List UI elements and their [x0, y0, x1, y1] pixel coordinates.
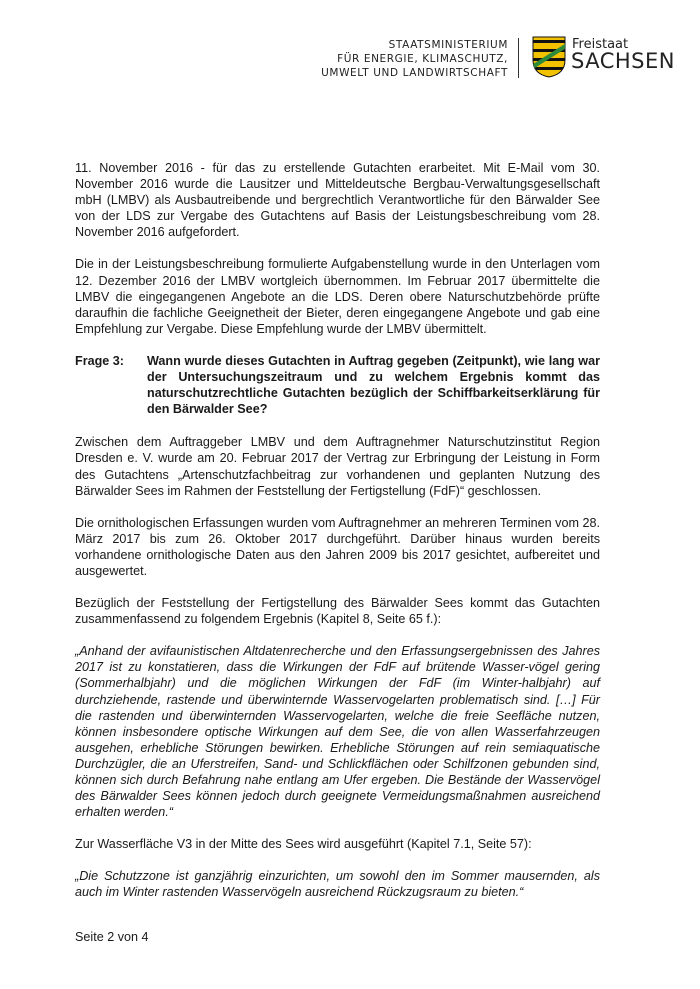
paragraph-2: Die in der Leistungsbeschreibung formulierte Aufgabenstellung wurde in den Unterlagen vom 12. Dezember 2016 der LMBV wortgleich übernommen. Im Februar 2017 übermittelte die LMBV die eingegangenen Angebote an die LDS. Deren obere Naturschutzbehörde prüfte daraufhin die fachliche Geeignetheit der Bieter, deren eingegangene Angebote und gab eine Empfehlung zur Vergabe. Diese Empfehlung wurde der LMBV übermittelt.	[75, 257, 600, 336]
ministry-line-3: UMWELT UND LANDWIRTSCHAFT	[321, 67, 508, 79]
question-3	[75, 353, 600, 417]
ministry-name	[321, 38, 508, 80]
question-text: Wann wurde dieses Gutachten in Auftrag gegeben (Zeitpunkt), wie lang war der Untersuchungszeitraum und zu welchem Ergebnis kommt das naturschutzrechtliche Gutachten bezüglich der Schiffbarkeitserklärung für den Bärwalder See?	[147, 353, 600, 417]
logo-freistaat: Freistaat	[572, 37, 629, 52]
quote-2: „Die Schutzzone ist ganzjährig einzurichten, um sowohl den im Sommer mausernden, als auch im Winter rastenden Wasservögeln ausreichend Rückzugsraum zu bieten.“	[75, 869, 600, 900]
paragraph-1: 11. November 2016 - für das zu erstellende Gutachten erarbeitet. Mit E-Mail vom 30. November 2016 wurde die Lausitzer und Mitteldeutsche Bergbau-Verwaltungsgesellschaft mbH (LMBV) als Ausbautreibende und bergrechtlich Verantwortliche für den Bärwalder See von der LDS zur Vergabe des Gutachtens auf Basis der Leistungsbeschreibung vom 28. November 2016 aufgefordert.	[75, 161, 600, 240]
saxony-coat-of-arms-icon	[532, 36, 566, 78]
page-number: Seite 2 von 4	[75, 930, 149, 944]
document-body	[75, 160, 600, 917]
quote-1: „Anhand der avifaunistischen Altdatenrecherche und den Erfassungsergebnissen des Jahres 2017 ist zu konstatieren, dass die Wirkungen der FdF auf brütende Wasser-vögel gering (Sommerhalbjahr) und die möglichen Wirkungen der FdF (im Winter-halbjahr) auf durchziehende, rastende und überwinternde Wasservogelarten problematisch sind. […] Für die rastenden und überwinternden Wasservogelarten, welche die freie Seefläche nutzen, können insbesondere optische Wirkungen auf dem See, die von allen Wasserfahrzeugen ausgehen, erhebliche Störungen bewirken. Erhebliche Störungen auf rein semiaquatische Durchzügler, die an Uferstreifen, Sand- und Schlickflächen oder Schilfzonen gebunden sind, können sich durch Befahrung nahe entlang am Ufer ergeben. Die Bestände der Wasservögel des Bärwalder Sees können jedoch durch geeignete Vermeidungsmaßnahmen ausreichend erhalten werden.“	[75, 644, 600, 820]
ministry-line-2: FÜR ENERGIE, KLIMASCHUTZ,	[337, 53, 508, 65]
logo-sachsen: SACHSEN	[571, 49, 675, 73]
header-divider	[518, 38, 519, 78]
paragraph-6: Zur Wasserfläche V3 in der Mitte des Sees wird ausgeführt (Kapitel 7.1, Seite 57):	[75, 837, 532, 852]
question-label: Frage 3:	[75, 353, 124, 368]
paragraph-5: Bezüglich der Feststellung der Fertigstellung des Bärwalder Sees kommt das Gutachten zusammenfassend zu folgendem Ergebnis (Kapitel 8, Seite 65 f.):	[75, 596, 600, 627]
ministry-line-1: STAATSMINISTERIUM	[388, 39, 508, 51]
paragraph-3: Zwischen dem Auftraggeber LMBV und dem Auftragnehmer Naturschutzinstitut Region Dresden e. V. wurde am 20. Februar 2017 der Vertrag zur Erbringung der Leistung in Form des Gutachtens „Artenschutzfachbeitrag zur vorhandenen und geplanten Nutzung des Bärwalder Sees im Rahmen der Feststellung der Fertigstellung (FdF)“ geschlossen.	[75, 435, 600, 498]
paragraph-4: Die ornithologischen Erfassungen wurden vom Auftragnehmer an mehreren Terminen vom 28. März 2017 bis zum 26. Oktober 2017 durchgeführt. Darüber hinaus wurden bereits vorhandene ornithologische Daten aus den Jahren 2009 bis 2017 gesichtet, aufbereitet und ausgewertet.	[75, 515, 600, 578]
